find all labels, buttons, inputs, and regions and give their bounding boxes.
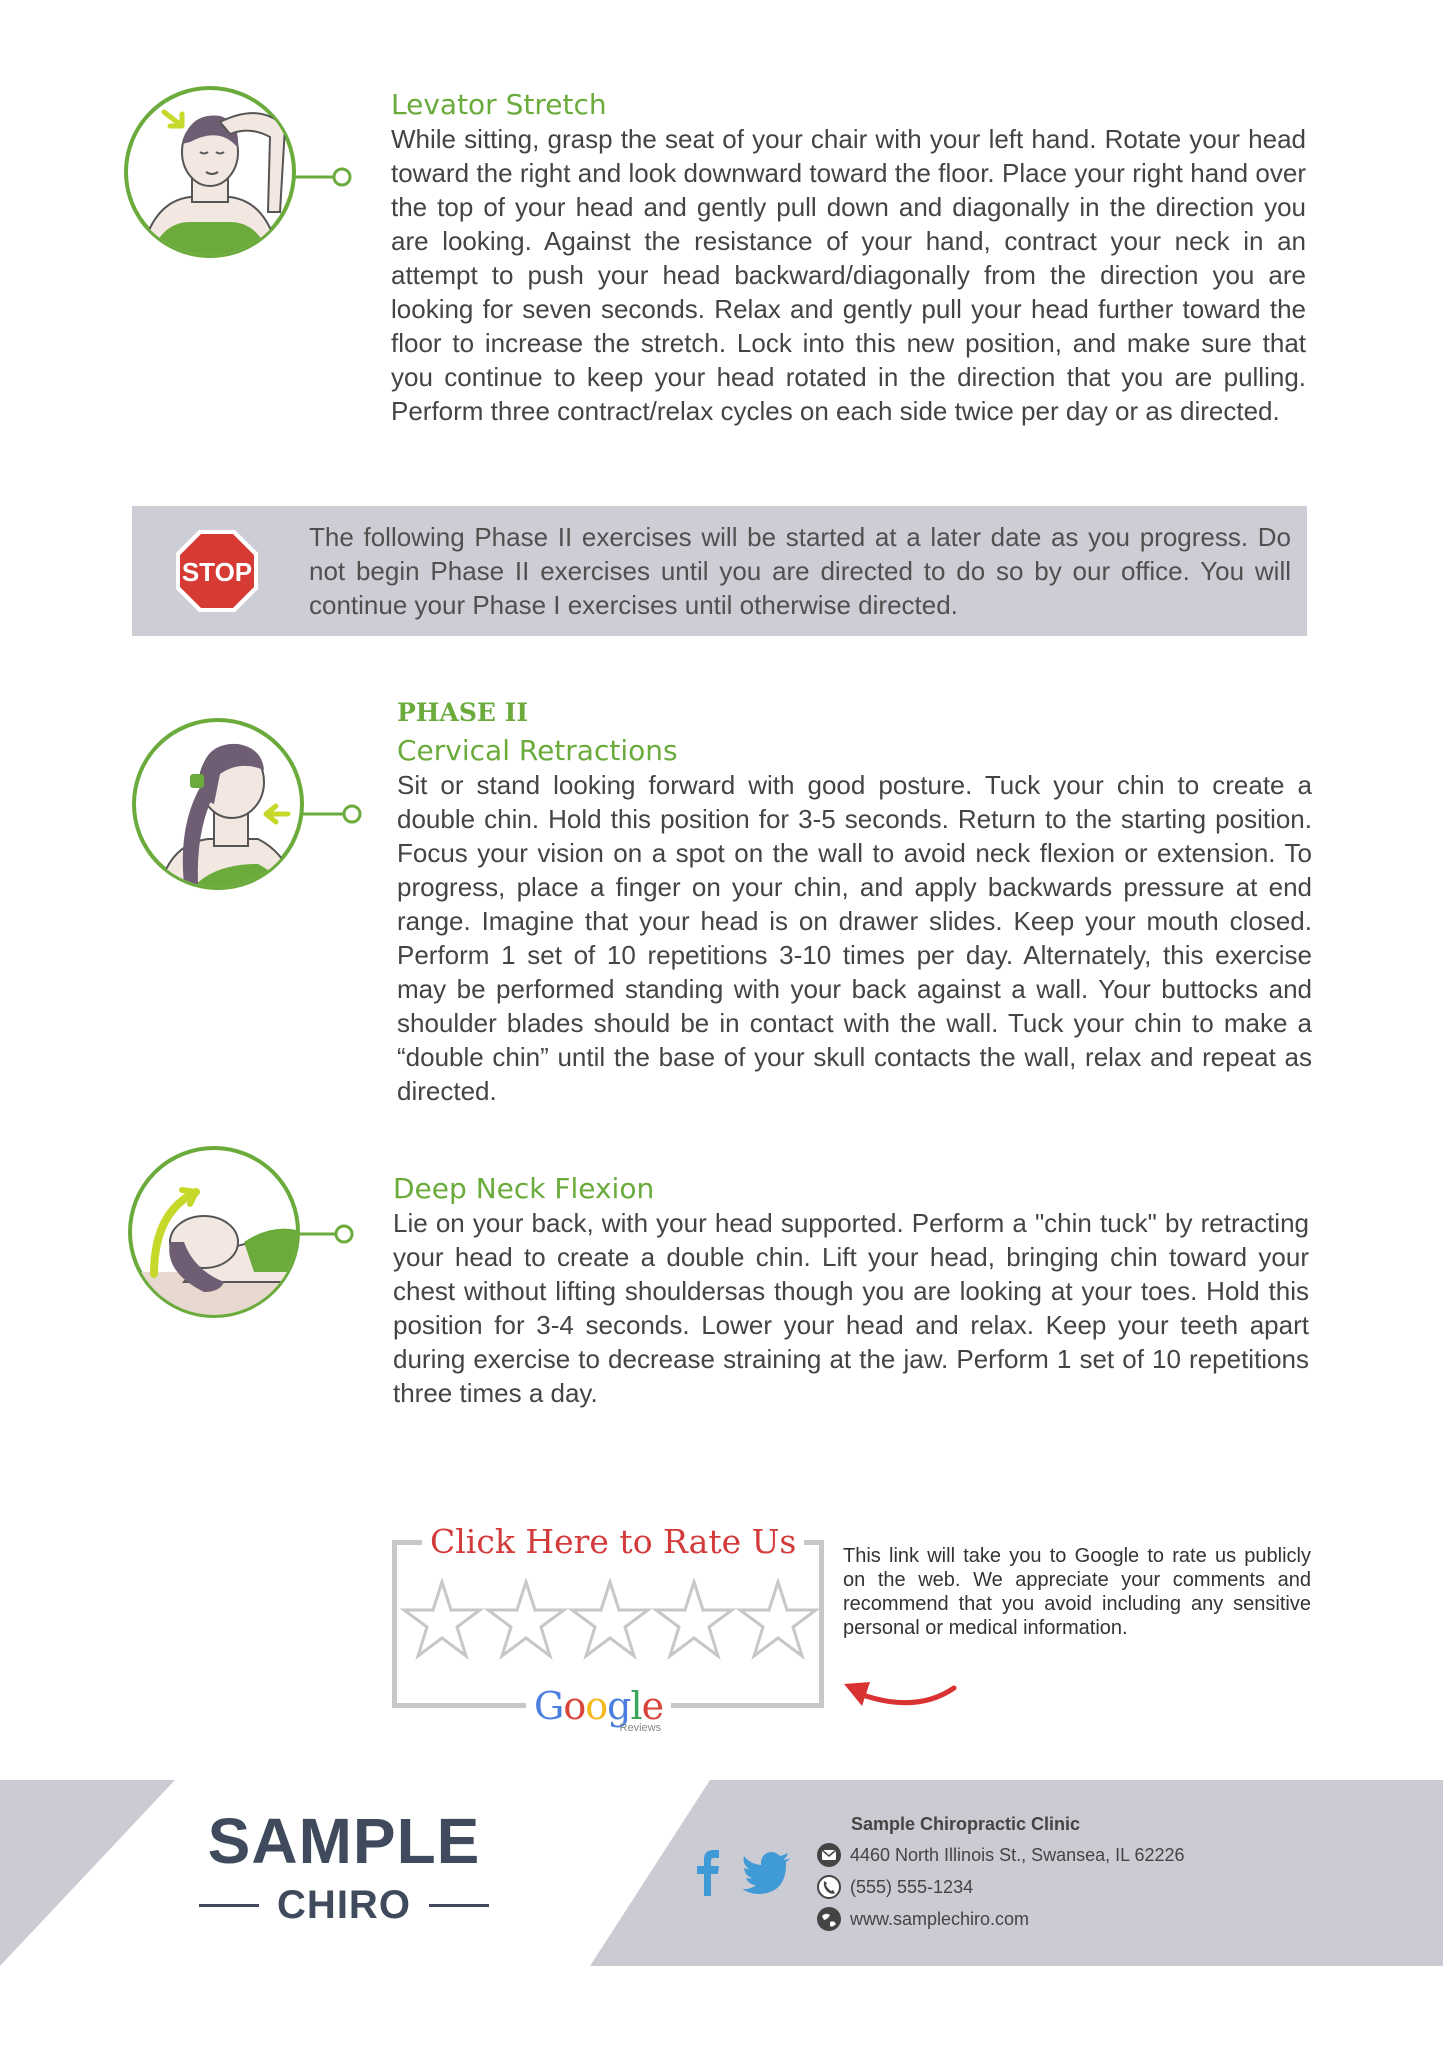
address-row (816, 1842, 1185, 1868)
clinic-name: Sample Chiropractic Clinic (851, 1814, 1081, 1834)
phone-text[interactable]: (555) 555-1234 (850, 1876, 974, 1897)
deep-neck-flexion-illustration (124, 1142, 370, 1322)
address-text: 4460 North Illinois St., Swansea, IL 62226 (850, 1844, 1185, 1865)
phone-row[interactable] (816, 1874, 973, 1900)
cervical-retractions-illustration (128, 714, 374, 894)
star-icon[interactable] (404, 1582, 480, 1656)
cervical-retractions-body: Sit or stand looking forward with good posture. Tuck your chin to create a double chin. Hold this position for 3-5 seconds. Return to the starting position. Focus your vision on a spot on the wall to avoid neck flexion or extension. To progress, place a finger on your chin, and apply backwards pressure at end range. Imagine that your head is on drawer slides. Keep your mouth closed. Perform 1 set of 10 repetitions 3-10 times per day. Alternately, this exercise may be performed standing with your back against a wall. Your buttocks and shoulder blades should be in contact with the wall. Tuck your chin to make a “double chin” until the base of your skull contacts the wall, relax and repeat as directed. (397, 770, 1312, 1106)
levator-stretch-illustration (120, 82, 366, 262)
curved-arrow-icon (836, 1666, 962, 1724)
rate-us-title[interactable]: Click Here to Rate Us (422, 1522, 804, 1561)
star-icon[interactable] (488, 1582, 564, 1656)
star-icon[interactable] (740, 1582, 816, 1656)
stop-sign-text: STOP (181, 557, 253, 587)
logo-chiro-text: CHIRO (277, 1882, 411, 1927)
star-icon[interactable] (656, 1582, 732, 1656)
google-letter: G (534, 1684, 564, 1728)
cervical-retractions-title: Cervical Retractions (397, 734, 678, 767)
google-letter: l (630, 1684, 642, 1728)
logo-divider (199, 1904, 259, 1907)
rate-us-note: This link will take you to Google to rate us publicly on the web. We appreciate your comments and recommend that you avoid including any sensitive personal or medical information. (843, 1545, 1311, 1639)
google-letter: o (585, 1684, 608, 1728)
website-row[interactable] (816, 1906, 1029, 1932)
twitter-icon[interactable] (742, 1848, 792, 1896)
deep-neck-flexion-title: Deep Neck Flexion (393, 1172, 655, 1205)
google-letter: e (641, 1684, 664, 1728)
logo-sample-text: SAMPLE (207, 1805, 481, 1877)
facebook-icon[interactable] (694, 1848, 720, 1896)
logo-chiro-row (198, 1880, 490, 1930)
website-link[interactable]: www.samplechiro.com (850, 1908, 1030, 1929)
phone-icon (816, 1874, 842, 1900)
stop-sign-icon (174, 528, 260, 614)
google-letter: g (607, 1684, 631, 1728)
google-reviews-logo[interactable] (526, 1684, 671, 1734)
logo-divider (429, 1904, 489, 1907)
levator-stretch-title: Levator Stretch (391, 88, 607, 121)
star-icon[interactable] (572, 1582, 648, 1656)
star-rating[interactable] (400, 1578, 820, 1662)
reviews-label: Reviews (619, 1722, 662, 1734)
deep-neck-flexion-body: Lie on your back, with your head supported. Perform a "chin tuck" by retracting your head to create a double chin. Lift your head, bringing chin toward your chest without lifting shouldersas though you are looking at your toes. Hold this position for 3-4 seconds. Lower your head and relax. Keep your teeth apart during exercise to decrease straining at the jaw. Perform 1 set of 10 repetitions three times a day. (393, 1208, 1309, 1408)
phase-two-label: PHASE II (397, 698, 529, 727)
mail-icon (816, 1842, 842, 1868)
phase-notice-text: The following Phase II exercises will be started at a later date as you progress. Do not begin Phase II exercises until you are directed to do so by our office. You will continue your Phase I exercises until otherwise directed. (309, 522, 1291, 620)
levator-stretch-body: While sitting, grasp the seat of your chair with your left hand. Rotate your head toward the right and look downward toward the floor. Place your right hand over the top of your head and gently pull down and diagonally in the direction you are looking. Against the resistance of your hand, contract your neck in an attempt to push your head backward/diagonally from the direction you are looking for seven seconds. Relax and gently pull your head further toward the floor to increase the stretch. Lock into this new position, and make sure that you continue to keep your head rotated in the direction that you are pulling. Perform three contract/relax cycles on each side twice per day or as directed. (391, 124, 1306, 426)
footer-band-left (0, 1780, 175, 1966)
globe-icon (816, 1906, 842, 1932)
google-letter: o (563, 1684, 586, 1728)
